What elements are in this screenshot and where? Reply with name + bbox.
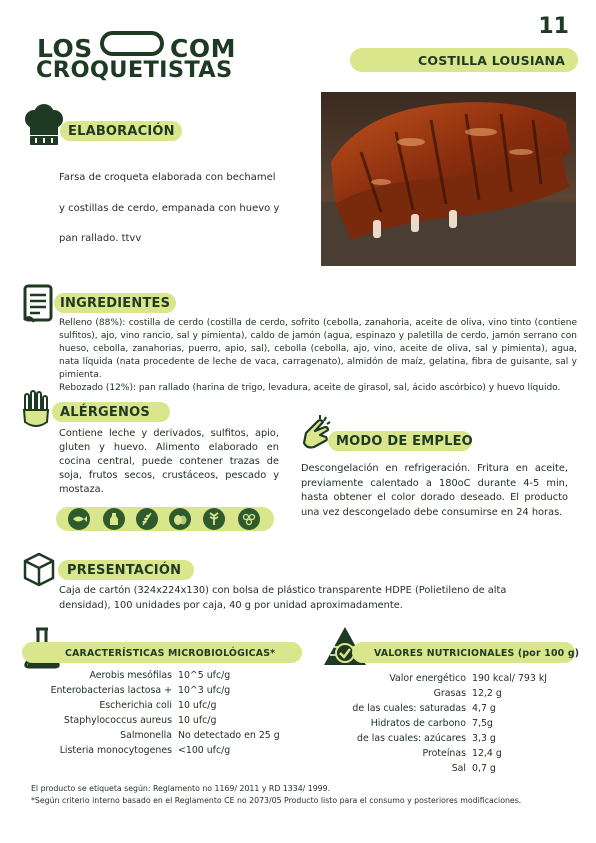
nutri-label: Hidratos de carbono xyxy=(370,718,466,729)
micro-row xyxy=(28,683,298,698)
micro-label: Aerobis mesófilas xyxy=(89,670,172,681)
nutri-label: Proteínas xyxy=(422,748,466,759)
micro-value: 10^3 ufc/g xyxy=(178,685,231,696)
micro-label: Staphylococcus aureus xyxy=(63,715,172,726)
recipe-list-icon xyxy=(22,284,56,329)
micro-value: 10 ufc/g xyxy=(178,700,217,711)
ribs-illustration xyxy=(321,92,576,266)
nutri-value: 0,7 g xyxy=(472,763,496,774)
ingredientes-title: INGREDIENTES xyxy=(60,296,171,311)
elaboracion-line-3: pan rallado. ttvv xyxy=(59,233,142,244)
nutri-value: 7,5g xyxy=(472,718,493,729)
nutri-label: Valor energético xyxy=(389,673,466,684)
micro-row xyxy=(28,728,298,743)
nutri-value: 12,2 g xyxy=(472,688,502,699)
micro-value: No detectado en 25 g xyxy=(178,730,280,741)
nutri-row xyxy=(322,746,572,761)
elaboracion-title: ELABORACIÓN xyxy=(68,124,175,139)
micro-title: CARACTERÍSTICAS MICROBIOLÓGICAS* xyxy=(65,648,276,659)
nutri-label: de las cuales: azúcares xyxy=(357,733,466,744)
nutri-row xyxy=(322,761,572,776)
micro-table xyxy=(28,668,298,758)
logo-pill-shape xyxy=(100,31,164,56)
ingredientes-relleno: Relleno (88%): costilla de cerdo (costilla de cerdo, sofrito (cebolla, zanahoria, aceite de oliva, vino tinto (contiene sulfitos), ajo, vino rancio, sal y pimienta), caldo de jamón (agua, espinazo y paletilla de cerdo, jamón serrano con hueso, cebolla, zanahorias, puerro, apio, sal), cebolla (cebolla, ajo, vino, aceite de oliva, sal y pimienta), agua, nata líquida (nata procedente de leche de vaca, carragenato), almidón de maíz, gelatina, fibra de guisante, sal y pimienta. xyxy=(59,318,577,380)
nutri-label: Sal xyxy=(451,763,466,774)
alergenos-text: Contiene leche y derivados, sulfitos, apio, gluten y huevo. Alimento elaborado en cocina central, puede contener trazas de soja, frutos secos, crustáceos, pescado y mostaza. xyxy=(59,428,279,495)
modo-empleo-text: Descongelación en refrigeración. Fritura en aceite, previamente calentado a 180oC durante 4-5 min, hasta obtener el color dorado deseado. El producto una vez descongelado debe consumirse en 24 horas. xyxy=(301,463,568,518)
product-number: 11 xyxy=(538,14,569,39)
allergen-hand-icon xyxy=(21,390,51,435)
alergenos-title: ALÉRGENOS xyxy=(60,405,150,420)
nutri-value: 190 kcal/ 793 kJ xyxy=(472,673,548,684)
logo-line-1b: COM xyxy=(170,34,236,63)
micro-row xyxy=(28,713,298,728)
nutri-value: 12,4 g xyxy=(472,748,502,759)
micro-label: Enterobacterias lactosa + xyxy=(50,685,172,696)
nutri-value: 3,3 g xyxy=(472,733,496,744)
fish-icon xyxy=(68,508,90,530)
micro-label: Listeria monocytogenes xyxy=(59,745,172,756)
nutri-row xyxy=(322,686,572,701)
hand-pointer-icon xyxy=(298,413,334,456)
micro-value: 10 ufc/g xyxy=(178,715,217,726)
product-name: COSTILLA LOUSIANA xyxy=(418,53,566,68)
nutri-table xyxy=(322,671,572,776)
celery-icon xyxy=(203,508,225,530)
box-icon xyxy=(21,551,57,592)
micro-label: Salmonella xyxy=(120,730,172,741)
nutri-title: VALORES NUTRICIONALES (por 100 g) xyxy=(374,648,580,659)
presentacion-text: Caja de cartón (324x224x130) con bolsa de plástico transparente HDPE (Polietileno de alta densidad), 100 unidades por caja, 40 g por unidad aproximadamente. xyxy=(59,585,507,611)
nutri-value: 4,7 g xyxy=(472,703,496,714)
nutri-row xyxy=(322,701,572,716)
milk-icon xyxy=(103,508,125,530)
footer-line-2: *Según criterio interno basado en el Reglamento CE no 2073/05 Producto listo para el consumo y posteriores modificaciones. xyxy=(31,796,522,805)
nutri-label: Grasas xyxy=(433,688,466,699)
elaboracion-line-1: Farsa de croqueta elaborada con bechamel xyxy=(59,172,276,183)
nutri-label: de las cuales: saturadas xyxy=(352,703,466,714)
micro-row xyxy=(28,698,298,713)
nutri-row xyxy=(322,716,572,731)
modo-empleo-title: MODO DE EMPLEO xyxy=(336,434,473,449)
nutri-row xyxy=(322,671,572,686)
logo-line-2: CROQUETISTAS xyxy=(36,57,233,83)
nutri-row xyxy=(322,731,572,746)
product-photo xyxy=(321,92,576,266)
chef-hat-icon xyxy=(20,103,66,154)
micro-value: 10^5 ufc/g xyxy=(178,670,231,681)
micro-value: <100 ufc/g xyxy=(178,745,231,756)
ingredientes-rebozado: Rebozado (12%): pan rallado (harina de trigo, levadura, aceite de girasol, sal, ácido ascórbico) y huevo líquido. xyxy=(59,383,561,393)
footer-line-1: El producto se etiqueta según: Reglamento no 1169/ 2011 y RD 1334/ 1999. xyxy=(31,784,331,793)
micro-row xyxy=(28,668,298,683)
logo-line-1a: LOS xyxy=(37,34,93,63)
elaboracion-line-2: y costillas de cerdo, empanada con huevo y xyxy=(59,203,280,214)
micro-label: Escherichia coli xyxy=(99,700,172,711)
sulfites-icon xyxy=(238,508,260,530)
egg-icon xyxy=(169,508,191,530)
gluten-icon xyxy=(136,508,158,530)
micro-row xyxy=(28,743,298,758)
presentacion-title: PRESENTACIÓN xyxy=(67,563,182,578)
